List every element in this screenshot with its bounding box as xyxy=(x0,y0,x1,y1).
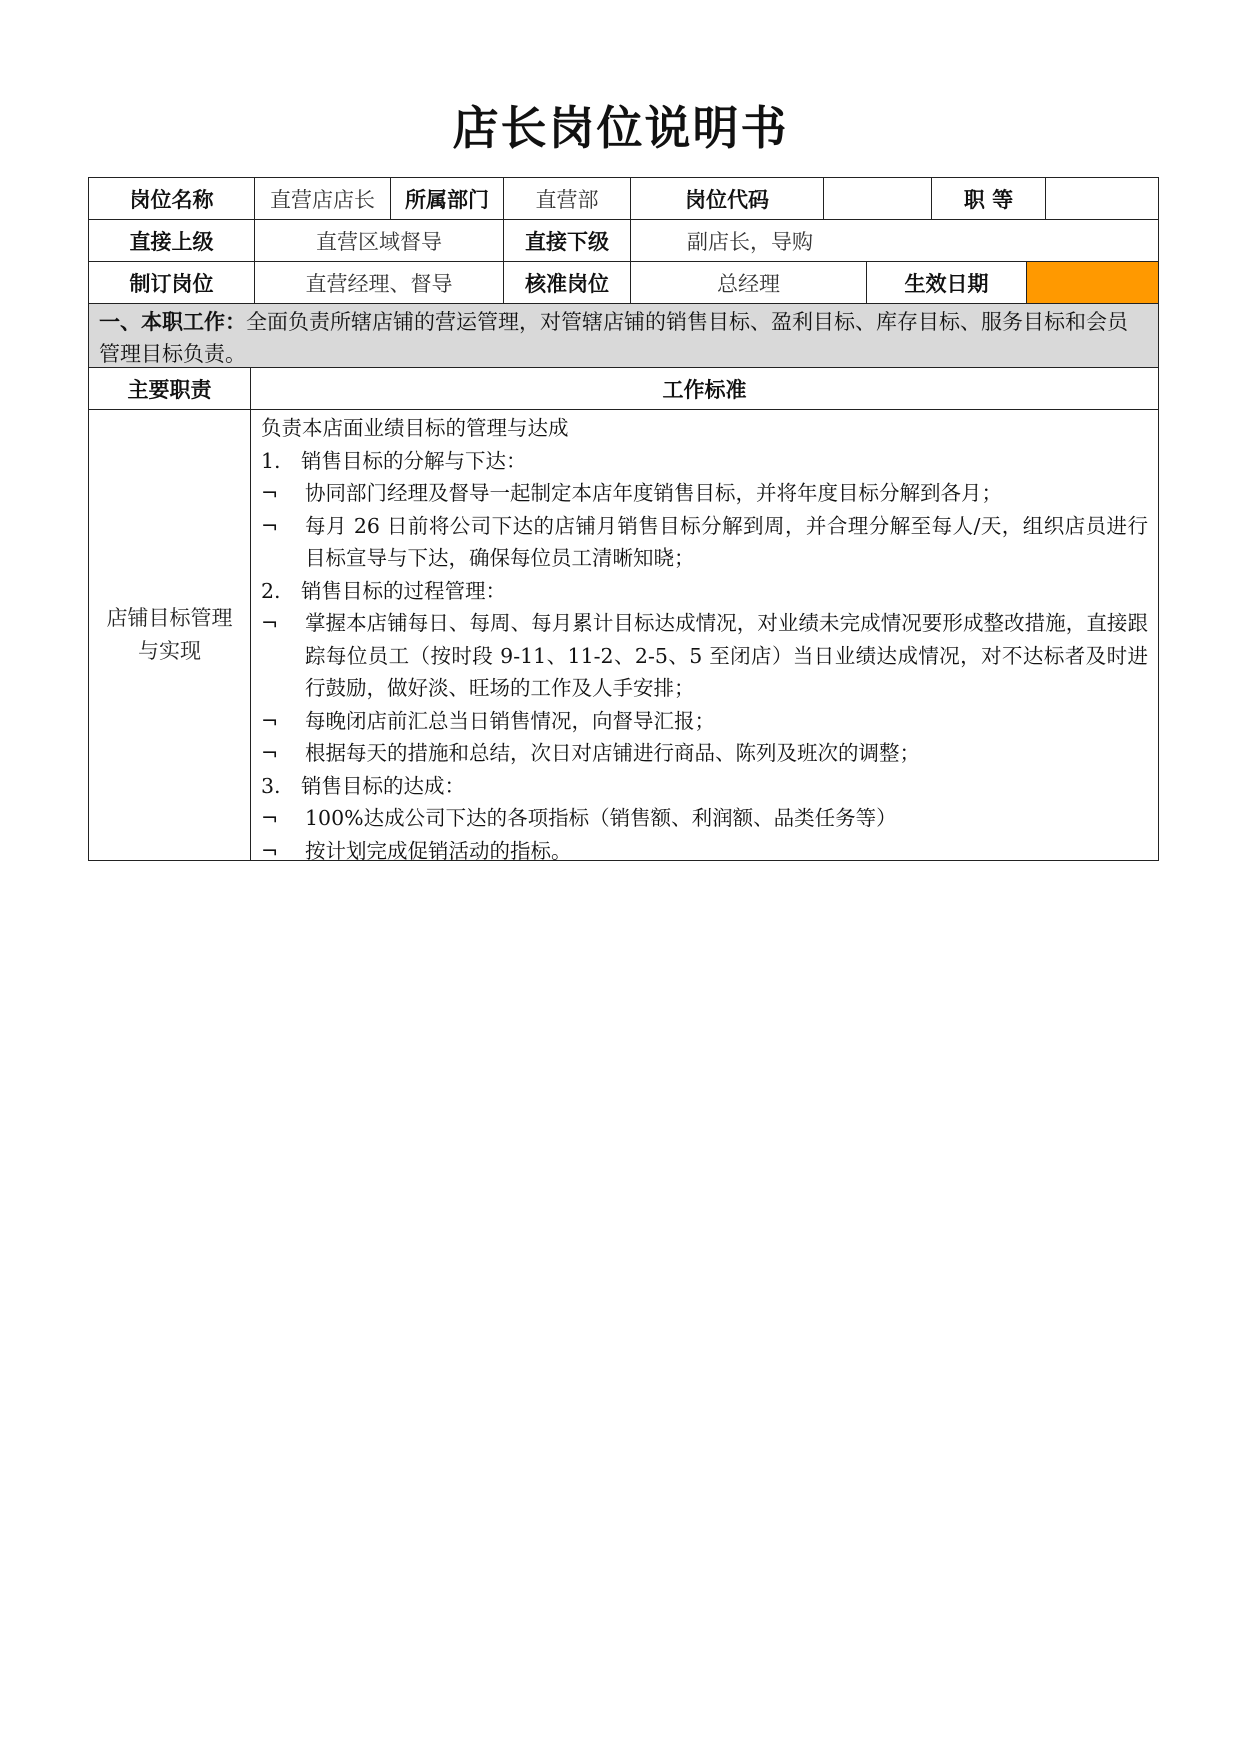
work-standard xyxy=(250,409,1159,861)
job-scope xyxy=(88,303,1159,368)
list-item xyxy=(261,737,1148,770)
list-item-text: 100%达成公司下达的各项指标（销售额、利润额、品类任务等） xyxy=(305,806,897,830)
list-item xyxy=(261,835,1148,868)
list-item-text: 每晚闭店前汇总当日销售情况，向督导汇报； xyxy=(305,708,715,733)
superior-value: 直营区域督导 xyxy=(254,219,504,262)
department-value: 直营部 xyxy=(503,177,631,220)
list-item-text: 掌握本店铺每日、每周、每月累计目标达成情况，对业绩未完成情况要形成整改措施，直接跟踪每位员工（按时段 9-11、11-2、2-5、5 至闭店）当日业绩达成情况，对不达标者及时进行鼓励，做好淡、旺场的工作及人手安排； xyxy=(305,611,1148,700)
position-name-value: 直营店店长 xyxy=(254,177,391,220)
duty-name: 店铺目标管理与实现 xyxy=(88,409,251,861)
bullet-icon: ¬ xyxy=(261,611,279,635)
section-number: 1. xyxy=(261,448,281,473)
grade-value xyxy=(1045,177,1159,220)
bullet-icon: ¬ xyxy=(261,708,279,733)
drafted-by-label: 制订岗位 xyxy=(88,261,255,304)
section-number: 2. xyxy=(261,578,281,603)
standard-intro: 负责本店面业绩目标的管理与达成 xyxy=(261,416,569,440)
job-scope-label: 一、本职工作： xyxy=(99,310,246,334)
department-label: 所属部门 xyxy=(390,177,504,220)
job-scope-text: 全面负责所辖店铺的营运管理，对管辖店铺的销售目标、盈利目标、库存目标、服务目标和会员管理目标负责。 xyxy=(99,310,1128,366)
section-title: 销售目标的分解与下达： xyxy=(301,448,527,473)
standard-header: 工作标准 xyxy=(250,367,1159,410)
bullet-icon: ¬ xyxy=(261,513,279,538)
approved-by-value: 总经理 xyxy=(630,261,867,304)
list-item xyxy=(261,705,1148,738)
subordinate-label: 直接下级 xyxy=(503,219,631,262)
effective-date-value xyxy=(1026,261,1159,304)
subordinate-value: 副店长，导购 xyxy=(630,219,1159,262)
list-item-text: 每月 26 日前将公司下达的店铺月销售目标分解到周，并合理分解至每人/天，组织店员进行目标宣导与下达，确保每位员工清晰知晓； xyxy=(305,513,1148,570)
superior-label: 直接上级 xyxy=(88,219,255,262)
section-title: 销售目标的达成： xyxy=(301,773,465,798)
list-item-text: 根据每天的措施和总结，次日对店铺进行商品、陈列及班次的调整； xyxy=(305,741,920,765)
section-title: 销售目标的过程管理： xyxy=(301,578,506,603)
bullet-icon: ¬ xyxy=(261,838,279,863)
bullet-icon: ¬ xyxy=(261,806,279,830)
list-item-text: 按计划完成促销活动的指标。 xyxy=(305,838,572,863)
section-heading xyxy=(261,575,1148,608)
position-name-label: 岗位名称 xyxy=(88,177,255,220)
drafted-by-value: 直营经理、督导 xyxy=(254,261,504,304)
position-code-label: 岗位代码 xyxy=(630,177,824,220)
list-item-text: 协同部门经理及督导一起制定本店年度销售目标，并将年度目标分解到各月； xyxy=(305,481,1002,505)
duty-header: 主要职责 xyxy=(88,367,251,410)
position-code-value xyxy=(823,177,932,220)
page-title: 店长岗位说明书 xyxy=(452,101,789,155)
grade-label: 职 等 xyxy=(931,177,1046,220)
list-item xyxy=(261,510,1148,575)
section-heading xyxy=(261,445,1148,478)
section-heading xyxy=(261,770,1148,803)
list-item xyxy=(261,477,1148,510)
section-number: 3. xyxy=(261,773,281,798)
effective-date-label: 生效日期 xyxy=(866,261,1027,304)
list-item xyxy=(261,802,1148,835)
list-item xyxy=(261,607,1148,705)
bullet-icon: ¬ xyxy=(261,741,279,765)
bullet-icon: ¬ xyxy=(261,481,279,505)
approved-by-label: 核准岗位 xyxy=(503,261,631,304)
